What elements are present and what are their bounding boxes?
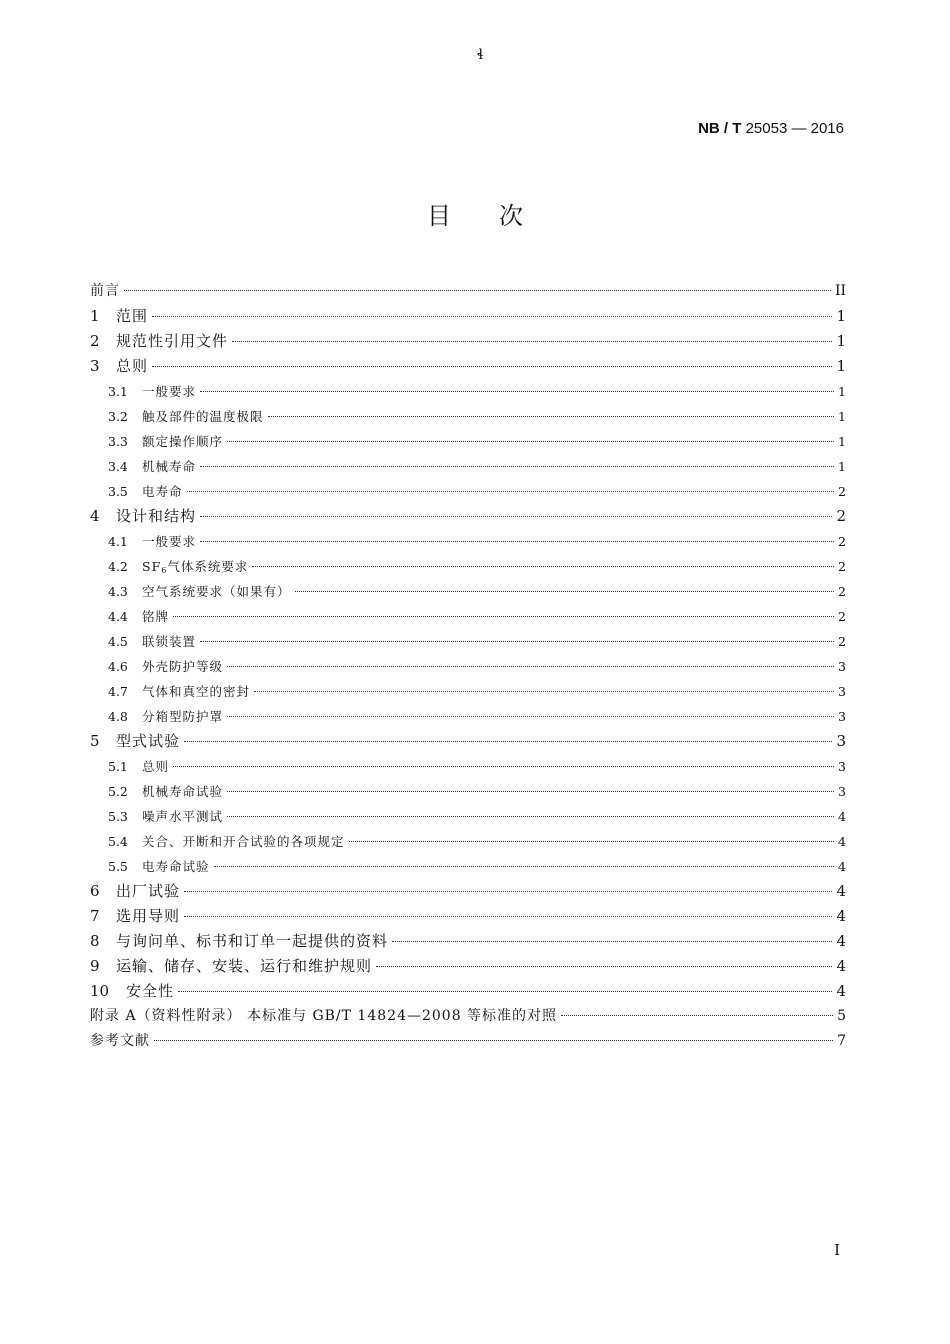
toc-entry[interactable]: [90, 1004, 846, 1029]
standard-code-prefix: NB / T: [698, 120, 742, 137]
toc-leader-dots: [173, 765, 834, 767]
toc-entry-number: 5.3: [108, 809, 128, 824]
toc-leader-dots: [200, 465, 834, 467]
scan-mark: ɬ: [477, 47, 484, 63]
toc-entry-page: 4: [836, 882, 846, 900]
toc-entry-label: 外壳防护等级: [142, 659, 224, 674]
toc-entry[interactable]: [90, 579, 846, 604]
toc-leader-dots: [227, 440, 834, 442]
toc-entry-label: 与询问单、标书和订单一起提供的资料: [116, 932, 389, 950]
toc-entry-page: 4: [836, 932, 846, 950]
toc-leader-dots: [227, 665, 834, 667]
toc-entry-page: 2: [838, 584, 846, 599]
toc-entry-number: 4.5: [108, 634, 128, 649]
toc-entry-label: 运输、储存、安装、运行和维护规则: [116, 957, 373, 975]
toc-entry[interactable]: [90, 854, 846, 879]
toc-entry-number: 4.6: [108, 659, 128, 674]
toc-entry-label: 附录 A（资料性附录） 本标准与 GB/T 14824—2008 等标准的对照: [90, 1008, 558, 1024]
toc-entry-number: 4.4: [108, 609, 128, 624]
toc-entry-label: 出厂试验: [116, 882, 181, 900]
toc-entry-page: 4: [838, 834, 846, 849]
toc-leader-dots: [392, 940, 832, 942]
toc-entry[interactable]: [90, 379, 846, 404]
table-of-contents: [90, 279, 846, 1054]
toc-entry-page: 3: [838, 709, 846, 724]
toc-entry[interactable]: [90, 529, 846, 554]
toc-entry[interactable]: [90, 354, 846, 379]
toc-entry-label: 总则: [142, 759, 170, 774]
toc-entry[interactable]: [90, 704, 846, 729]
toc-leader-dots: [184, 915, 832, 917]
toc-entry[interactable]: [90, 879, 846, 904]
toc-entry-number: 6: [90, 882, 100, 900]
toc-entry-label: 范围: [116, 307, 149, 325]
toc-entry-page: 2: [838, 559, 846, 574]
toc-entry-number: 5.5: [108, 859, 128, 874]
toc-entry-page: 2: [838, 484, 846, 499]
toc-entry-number: 1: [90, 307, 100, 325]
toc-entry-number: 4: [90, 507, 100, 525]
toc-entry[interactable]: [90, 504, 846, 529]
toc-entry-number: 3.1: [108, 384, 128, 399]
toc-entry-page: 3: [838, 759, 846, 774]
toc-entry[interactable]: [90, 604, 846, 629]
toc-leader-dots: [178, 990, 832, 992]
toc-entry-page: 3: [836, 732, 846, 750]
toc-leader-dots: [227, 715, 834, 717]
toc-entry-number: 5.2: [108, 784, 128, 799]
toc-entry-label: 电寿命试验: [142, 859, 210, 874]
toc-leader-dots: [376, 965, 832, 967]
toc-entry-label: 设计和结构: [116, 507, 197, 525]
toc-entry-page: 1: [836, 332, 846, 350]
toc-entry-number: 4.7: [108, 684, 128, 699]
toc-entry-number: 4.3: [108, 584, 128, 599]
toc-leader-dots: [214, 865, 834, 867]
toc-entry-number: 4.1: [108, 534, 128, 549]
toc-entry-number: 7: [90, 907, 100, 925]
toc-entry-label: 参考文献: [90, 1033, 150, 1049]
toc-entry-label: 一般要求: [142, 534, 197, 549]
toc-entry-page: 1: [838, 459, 846, 474]
toc-entry[interactable]: [90, 954, 846, 979]
toc-leader-dots: [227, 790, 834, 792]
toc-entry[interactable]: [90, 429, 846, 454]
toc-entry-number: 2: [90, 332, 100, 350]
toc-entry-page: 2: [838, 634, 846, 649]
toc-entry-page: 3: [838, 659, 846, 674]
toc-entry-number: 3.3: [108, 434, 128, 449]
toc-entry[interactable]: [90, 304, 846, 329]
toc-entry-label: 安全性: [126, 982, 175, 1000]
toc-entry-number: 5: [90, 732, 100, 750]
toc-leader-dots: [184, 890, 832, 892]
toc-leader-dots: [184, 740, 832, 742]
toc-entry-page: 2: [836, 507, 846, 525]
page-number: I: [834, 1241, 840, 1259]
toc-leader-dots: [200, 540, 834, 542]
toc-entry[interactable]: [90, 329, 846, 354]
toc-leader-dots: [268, 415, 834, 417]
toc-entry-number: 3: [90, 357, 100, 375]
toc-entry[interactable]: [90, 654, 846, 679]
toc-leader-dots: [252, 565, 834, 567]
toc-entry-page: 2: [838, 534, 846, 549]
toc-entry-label: 触及部件的温度极限: [142, 409, 264, 424]
toc-entry[interactable]: [90, 979, 846, 1004]
toc-entry-label: 分箱型防护罩: [142, 709, 224, 724]
toc-leader-dots: [349, 840, 834, 842]
toc-entry-page: 7: [837, 1033, 846, 1049]
toc-leader-dots: [152, 365, 832, 367]
toc-leader-dots: [173, 615, 834, 617]
toc-leader-dots: [187, 490, 834, 492]
toc-entry[interactable]: [90, 779, 846, 804]
toc-entry-number: 5.4: [108, 834, 128, 849]
toc-entry-label: 空气系统要求（如果有）: [142, 584, 291, 599]
toc-entry[interactable]: [90, 804, 846, 829]
toc-entry-number: 3.5: [108, 484, 128, 499]
toc-entry[interactable]: [90, 629, 846, 654]
toc-entry-page: 1: [838, 384, 846, 399]
toc-entry-label: 噪声水平测试: [142, 809, 224, 824]
toc-entry-page: 5: [837, 1008, 846, 1024]
toc-entry[interactable]: [90, 679, 846, 704]
toc-leader-dots: [295, 590, 834, 592]
toc-entry-label: 前言: [90, 283, 120, 299]
toc-entry-page: 4: [838, 809, 846, 824]
toc-entry-number: 3.2: [108, 409, 128, 424]
toc-leader-dots: [200, 390, 834, 392]
toc-entry-page: II: [834, 283, 846, 299]
toc-entry-page: 4: [836, 957, 846, 975]
toc-entry-page: 4: [836, 982, 846, 1000]
toc-entry-label: 额定操作顺序: [142, 434, 224, 449]
toc-entry-label: 机械寿命: [142, 459, 197, 474]
toc-entry-number: 10: [90, 982, 110, 1000]
toc-entry-label: 机械寿命试验: [142, 784, 224, 799]
toc-leader-dots: [200, 640, 834, 642]
toc-entry[interactable]: [90, 1029, 846, 1054]
toc-entry-label: 关合、开断和开合试验的各项规定: [142, 834, 345, 849]
toc-entry[interactable]: [90, 454, 846, 479]
toc-leader-dots: [200, 515, 832, 517]
page-title: 目次: [427, 202, 571, 230]
toc-entry-label: 型式试验: [116, 732, 181, 750]
toc-entry-page: 2: [838, 609, 846, 624]
toc-entry[interactable]: [90, 904, 846, 929]
toc-entry-number: 4.8: [108, 709, 128, 724]
toc-entry[interactable]: [90, 829, 846, 854]
toc-entry[interactable]: [90, 479, 846, 504]
standard-code-number: 25053 — 2016: [745, 120, 844, 137]
toc-entry-page: 1: [838, 409, 846, 424]
toc-leader-dots: [232, 340, 832, 342]
toc-entry-page: 1: [836, 357, 846, 375]
toc-entry-label: 规范性引用文件: [116, 332, 229, 350]
toc-entry-page: 1: [838, 434, 846, 449]
toc-entry[interactable]: [90, 929, 846, 954]
toc-entry[interactable]: [90, 404, 846, 429]
standard-code: [698, 119, 844, 139]
toc-entry-page: 4: [838, 859, 846, 874]
toc-entry-page: 3: [838, 784, 846, 799]
toc-entry-label: 选用导则: [116, 907, 181, 925]
toc-entry-page: 3: [838, 684, 846, 699]
toc-entry-number: 5.1: [108, 759, 128, 774]
toc-entry-page: 4: [836, 907, 846, 925]
toc-leader-dots: [254, 690, 834, 692]
toc-entry-number: 4.2: [108, 559, 128, 574]
toc-entry-number: 8: [90, 932, 100, 950]
toc-entry[interactable]: [90, 554, 846, 579]
toc-leader-dots: [227, 815, 834, 817]
toc-entry-label: 一般要求: [142, 384, 197, 399]
toc-entry-label: 总则: [116, 357, 149, 375]
toc-leader-dots: [124, 289, 831, 291]
toc-entry[interactable]: [90, 754, 846, 779]
toc-leader-dots: [152, 315, 832, 317]
toc-entry-label: 铭牌: [142, 609, 170, 624]
toc-entry-number: 9: [90, 957, 100, 975]
toc-entry-label: 联锁装置: [142, 634, 197, 649]
toc-entry-number: 3.4: [108, 459, 128, 474]
toc-entry[interactable]: [90, 279, 846, 304]
toc-leader-dots: [561, 1014, 833, 1016]
toc-entry-page: 1: [836, 307, 846, 325]
toc-entry-label: 气体和真空的密封: [142, 684, 251, 699]
toc-entry[interactable]: [90, 729, 846, 754]
toc-entry-label: $SF_6$气体系统要求: [142, 559, 249, 575]
toc-leader-dots: [154, 1039, 833, 1041]
toc-entry-label: 电寿命: [142, 484, 183, 499]
